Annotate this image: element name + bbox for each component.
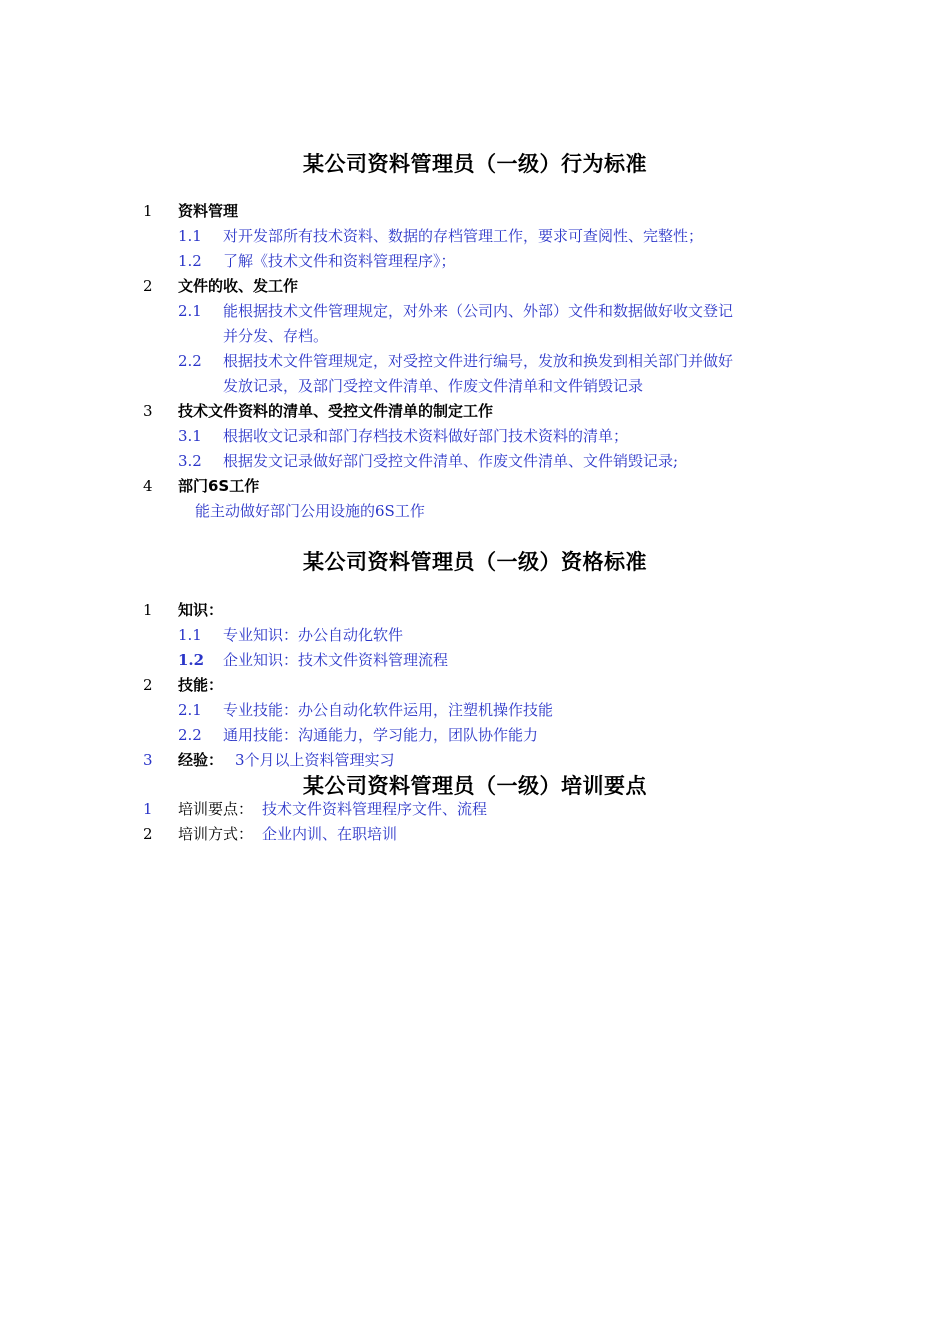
section-title-behavior: 某公司资料管理员（一级）行为标准 bbox=[303, 152, 647, 176]
subitem-text: 通用技能：沟通能力，学习能力，团队协作能力 bbox=[223, 726, 539, 744]
item-number: 1 bbox=[143, 202, 153, 220]
item-heading: 资料管理 bbox=[178, 202, 239, 220]
item-number: 1 bbox=[143, 601, 153, 619]
item-text: 3个月以上资料管理实习 bbox=[235, 751, 395, 769]
subitem-number: 2.2 bbox=[178, 726, 202, 744]
subitem-number: 2.2 bbox=[178, 352, 202, 370]
item-number: 2 bbox=[143, 825, 153, 843]
subitem-number: 2.1 bbox=[178, 302, 202, 320]
item-label: 培训方式： bbox=[178, 825, 254, 843]
item-text: 能主动做好部门公用设施的6S工作 bbox=[195, 502, 425, 520]
item-heading: 部门6S工作 bbox=[178, 477, 260, 495]
subitem-number: 3.2 bbox=[178, 452, 202, 470]
item-number: 1 bbox=[143, 800, 153, 818]
item-heading: 知识： bbox=[178, 601, 224, 619]
subitem-text: 专业知识：办公自动化软件 bbox=[223, 626, 404, 644]
section-title-training: 某公司资料管理员（一级）培训要点 bbox=[303, 774, 647, 798]
subitem-number: 1.2 bbox=[178, 252, 202, 270]
item-number: 2 bbox=[143, 277, 153, 295]
item-number: 4 bbox=[143, 477, 153, 495]
item-number: 2 bbox=[143, 676, 153, 694]
subitem-text: 对开发部所有技术资料、数据的存档管理工作，要求可查阅性、完整性； bbox=[223, 227, 704, 245]
subitem-text: 了解《技术文件和资料管理程序》； bbox=[223, 252, 456, 270]
subitem-text-line2: 发放记录，及部门受控文件清单、作废文件清单和文件销毁记录 bbox=[223, 377, 644, 395]
item-heading: 技术文件资料的清单、受控文件清单的制定工作 bbox=[178, 402, 494, 420]
section-title-qualification: 某公司资料管理员（一级）资格标准 bbox=[303, 550, 647, 574]
item-number: 3 bbox=[143, 402, 153, 420]
item-heading: 技能： bbox=[178, 676, 224, 694]
subitem-number: 3.1 bbox=[178, 427, 202, 445]
subitem-text: 专业技能：办公自动化软件运用，注塑机操作技能 bbox=[223, 701, 554, 719]
item-number: 3 bbox=[143, 751, 153, 769]
subitem-number: 1.1 bbox=[178, 227, 202, 245]
subitem-number: 1.1 bbox=[178, 626, 202, 644]
subitem-text-line2: 并分发、存档。 bbox=[223, 327, 329, 345]
subitem-number: 1.2 bbox=[178, 651, 205, 669]
subitem-text: 根据收文记录和部门存档技术资料做好部门技术资料的清单； bbox=[223, 427, 629, 445]
item-heading: 文件的收、发工作 bbox=[178, 277, 299, 295]
item-label: 培训要点： bbox=[178, 800, 254, 818]
subitem-text-line1: 能根据技术文件管理规定，对外来（公司内、外部）文件和数据做好收文登记 bbox=[223, 302, 734, 320]
item-text: 技术文件资料管理程序文件、流程 bbox=[262, 800, 488, 818]
item-text: 企业内训、在职培训 bbox=[262, 825, 398, 843]
subitem-text-line1: 根据技术文件管理规定，对受控文件进行编号，发放和换发到相关部门并做好 bbox=[223, 352, 734, 370]
item-heading: 经验： bbox=[178, 751, 224, 769]
subitem-text: 企业知识：技术文件资料管理流程 bbox=[223, 651, 449, 669]
subitem-number: 2.1 bbox=[178, 701, 202, 719]
subitem-text: 根据发文记录做好部门受控文件清单、作废文件清单、文件销毁记录; bbox=[223, 452, 679, 470]
